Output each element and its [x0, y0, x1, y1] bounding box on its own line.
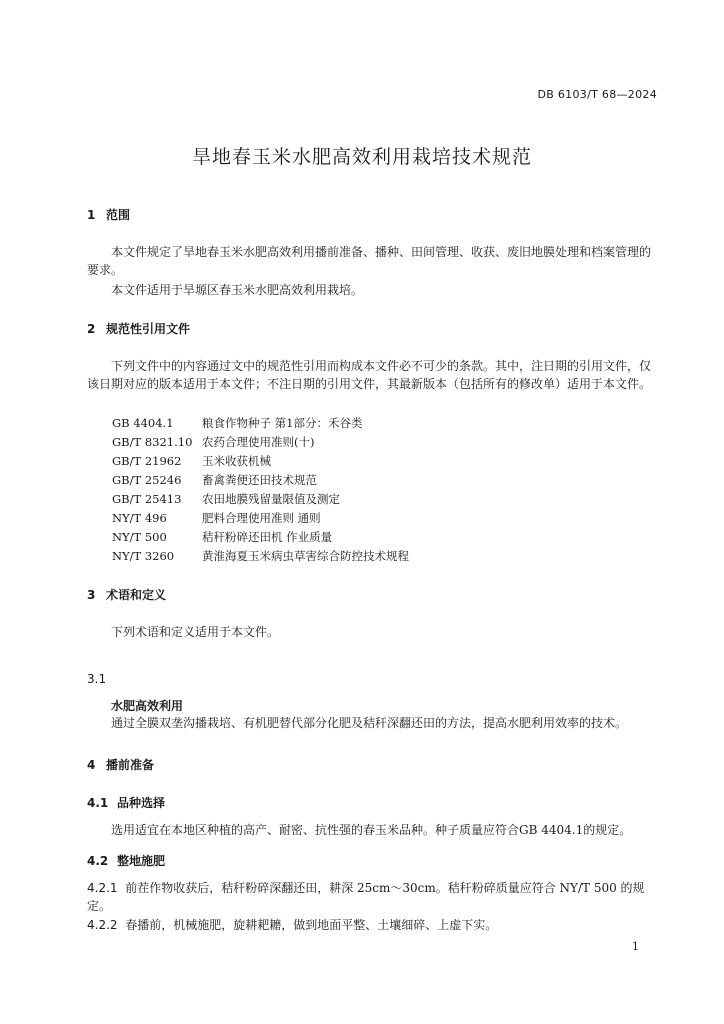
reference-item: [112, 452, 271, 470]
reference-code: GB/T 21962: [112, 454, 182, 468]
section-4-heading: [87, 756, 154, 773]
page-number: 1: [632, 940, 639, 953]
reference-name: 黄淮海夏玉米病虫草害综合防控技术规程: [202, 549, 409, 563]
subsection-number: 4.2: [87, 854, 109, 868]
reference-item: [112, 490, 340, 508]
section-1-heading: [87, 206, 130, 223]
term-number: 3.1: [87, 672, 107, 686]
reference-name: 玉米收获机械: [202, 454, 271, 468]
reference-name: 畜禽粪便还田技术规范: [202, 473, 317, 487]
reference-code: GB/T 25246: [112, 473, 182, 487]
section-1-paragraph-2: 本文件适用于旱塬区春玉米水肥高效利用栽培。: [111, 283, 364, 297]
reference-name: 农田地膜残留量限值及测定: [202, 492, 340, 506]
subsection-title: 品种选择: [117, 796, 166, 810]
subsection-number: 4.1: [87, 796, 109, 810]
subsection-4-2-heading: [87, 852, 165, 869]
section-title: 播前准备: [106, 758, 155, 772]
section-number: 3: [87, 588, 96, 602]
document-title: 旱地春玉米水肥高效利用栽培技术规范: [191, 146, 532, 168]
section-number: 1: [87, 208, 96, 222]
section-2-paragraph-1: 下列文件中的内容通过文中的规范性引用而构成本文件必不可少的条款。其中，注日期的引用文件，仅该日期对应的版本适用于本文件；不注日期的引用文件，其最新版本（包括所有的修改单）适用于本文件。: [87, 359, 652, 391]
reference-name: 农药合理使用准则(十): [202, 435, 315, 449]
clause-4-2-2: [87, 916, 657, 934]
section-3-heading: [87, 586, 166, 603]
reference-code: GB 4404.1: [112, 416, 174, 430]
reference-item: [112, 433, 314, 451]
section-title: 范围: [106, 208, 131, 222]
reference-name: 粮食作物种子 第1部分：禾谷类: [202, 416, 363, 430]
reference-code: GB/T 8321.10: [112, 435, 193, 449]
section-3-paragraph-1: 下列术语和定义适用于本文件。: [111, 625, 280, 639]
reference-item: [112, 547, 409, 565]
section-title: 术语和定义: [106, 588, 167, 602]
reference-code: NY/T 3260: [112, 549, 175, 563]
clause-text: 前茬作物收获后，秸秆粉碎深翻还田，耕深 25cm～30cm。秸秆粉碎质量应符合 NY/T 500 的规定。: [87, 881, 645, 913]
clause-text: 春播前，机械施肥，旋耕耙耱，做到地面平整、土壤细碎、上虚下实。: [125, 918, 498, 932]
term-name: 水肥高效利用: [111, 699, 184, 713]
standard-code: DB 6103/T 68—2024: [537, 88, 657, 101]
reference-item: [112, 528, 332, 546]
reference-item: [112, 414, 362, 432]
reference-code: NY/T 496: [112, 511, 167, 525]
clause-number: 4.2.2: [87, 918, 118, 932]
reference-name: 秸秆粉碎还田机 作业质量: [202, 530, 333, 544]
subsection-title: 整地施肥: [117, 854, 166, 868]
clause-4-2-1: [87, 879, 657, 915]
clause-number: 4.2.1: [87, 881, 118, 895]
section-number: 2: [87, 322, 96, 336]
subsection-4-1-paragraph: 选用适宜在本地区种植的高产、耐密、抗性强的春玉米品种。种子质量应符合GB 4404.1的规定。: [111, 823, 632, 837]
reference-name: 肥料合理使用准则 通则: [202, 511, 321, 525]
section-number: 4: [87, 758, 96, 772]
reference-item: [112, 471, 317, 489]
section-1-paragraph-1: 本文件规定了旱地春玉米水肥高效利用播前准备、播种、田间管理、收获、废旧地膜处理和档案管理的要求。: [87, 245, 652, 277]
section-title: 规范性引用文件: [106, 322, 191, 336]
reference-code: GB/T 25413: [112, 492, 182, 506]
term-definition: 通过全膜双垄沟播栽培、有机肥替代部分化肥及秸秆深翻还田的方法，提高水肥利用效率的技术。: [111, 716, 628, 730]
section-2-heading: [87, 320, 190, 337]
reference-code: NY/T 500: [112, 530, 167, 544]
subsection-4-1-heading: [87, 794, 165, 811]
reference-item: [112, 509, 321, 527]
